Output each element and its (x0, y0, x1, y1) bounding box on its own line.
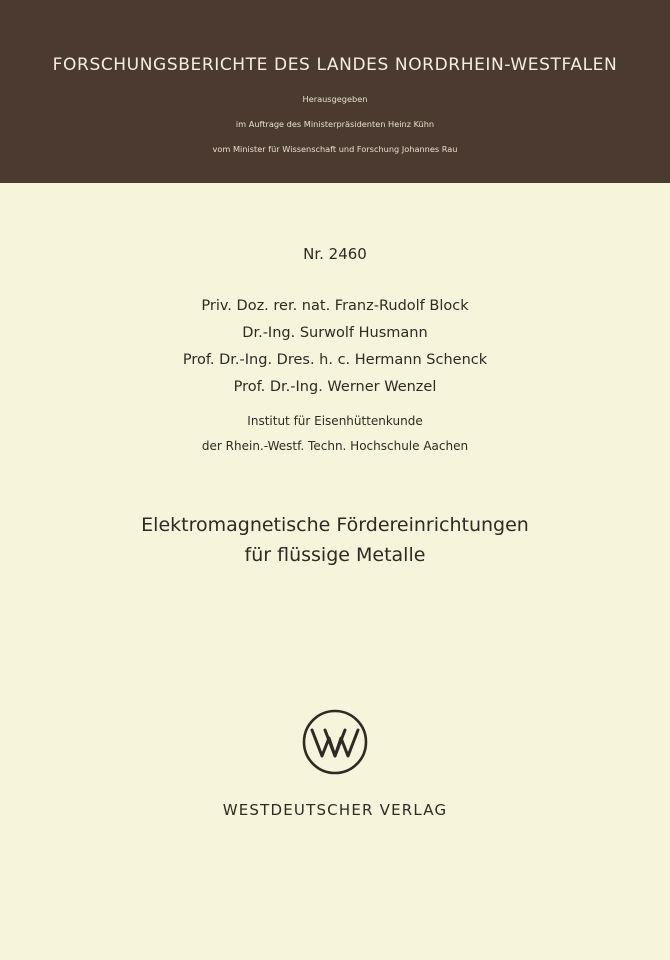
book-title-line: für flüssige Metalle (244, 544, 426, 566)
report-number: Nr. 2460 (303, 245, 367, 263)
author-name: Priv. Doz. rer. nat. Franz-Rudolf Block (201, 298, 469, 314)
book-title-line: Elektromagnetische Fördereinrichtungen (141, 514, 529, 536)
institute-line: Institut für Eisenhüttenkunde (247, 414, 423, 428)
series-header-band (0, 0, 670, 183)
edited-by-label: Herausgegeben (302, 94, 368, 104)
minister-line: vom Minister für Wissenschaft und Forschung Johannes Rau (212, 144, 458, 154)
commissioned-by-line: im Auftrage des Ministerpräsidenten Heinz Kühn (235, 119, 435, 129)
series-title: FORSCHUNGSBERICHTE DES LANDES NORDRHEIN-WESTFALEN (52, 55, 618, 75)
author-name: Dr.-Ing. Surwolf Husmann (242, 325, 428, 341)
institute-line: der Rhein.-Westf. Techn. Hochschule Aachen (201, 439, 469, 453)
author-name: Prof. Dr.-Ing. Werner Wenzel (233, 379, 437, 395)
publisher-name: WESTDEUTSCHER VERLAG (222, 801, 448, 819)
author-name: Prof. Dr.-Ing. Dres. h. c. Hermann Schenck (182, 352, 488, 368)
publisher-logo-icon (302, 709, 368, 775)
